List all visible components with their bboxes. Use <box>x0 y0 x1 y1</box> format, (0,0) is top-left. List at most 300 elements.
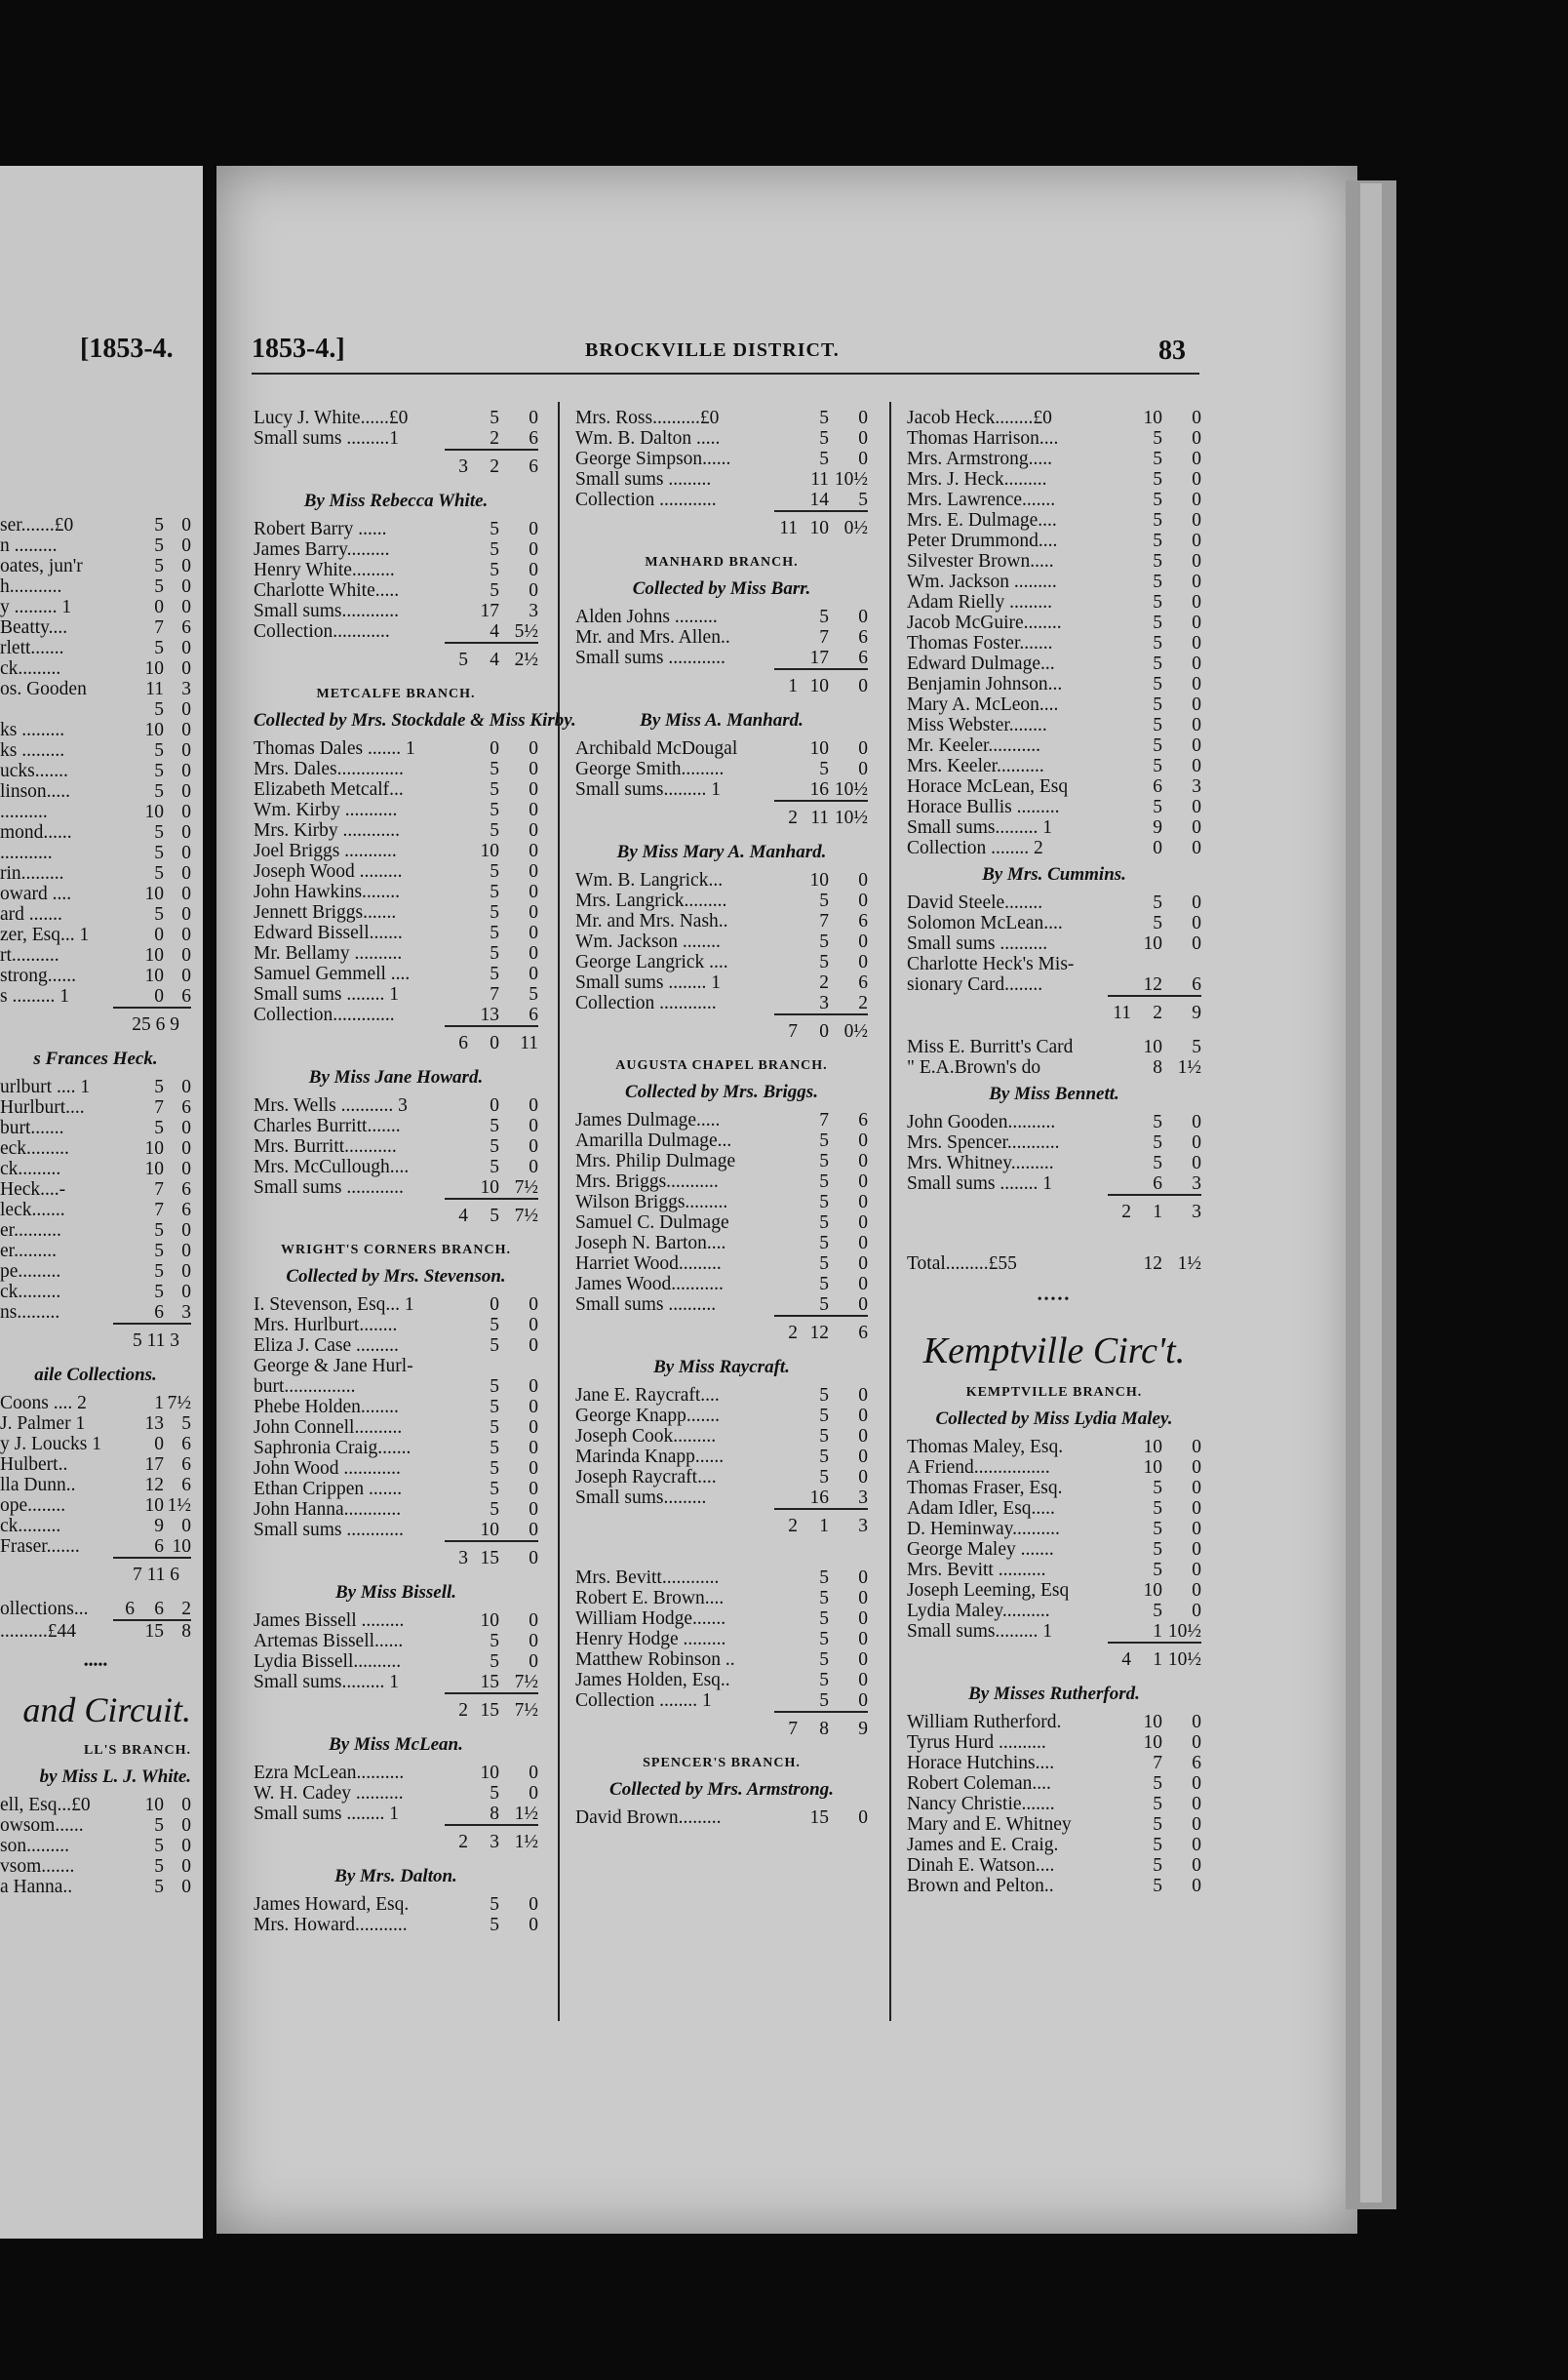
entry-name: Jennett Briggs....... <box>254 902 397 923</box>
leader <box>1050 1457 1131 1478</box>
shillings: 5 <box>1153 551 1162 572</box>
subtotal <box>907 1202 1201 1222</box>
shillings: 10 <box>1143 1732 1162 1753</box>
leader <box>1057 572 1131 592</box>
subtotal-figure: 0 <box>858 676 868 696</box>
entry-name: Mrs. Wells ........... 3 <box>254 1095 408 1116</box>
entry-name: Mrs. Howard........... <box>254 1915 408 1935</box>
leader <box>1055 1112 1131 1132</box>
amount <box>468 1499 538 1520</box>
entry-name: Joseph N. Barton.... <box>575 1233 726 1253</box>
amount <box>1131 1173 1201 1194</box>
amount <box>1131 1773 1201 1794</box>
entry-name: burt............... <box>254 1376 356 1397</box>
entry-row <box>254 1417 538 1438</box>
entry-name: pe......... <box>0 1261 61 1282</box>
amount <box>1131 735 1201 756</box>
amount <box>135 1877 191 1897</box>
shillings: 5 <box>490 964 499 984</box>
entry-row <box>0 925 191 945</box>
shillings: 5 <box>154 638 164 658</box>
entry-row <box>575 1294 868 1315</box>
shillings: 17 <box>480 601 499 621</box>
pence: 0 <box>181 1856 191 1877</box>
shillings: 5 <box>1153 1112 1162 1132</box>
entry-name: ns......... <box>0 1302 60 1323</box>
shillings: 7 <box>154 1097 164 1118</box>
shillings: 10 <box>144 945 164 966</box>
leader <box>1053 633 1132 654</box>
pence: 0 <box>1192 510 1201 531</box>
entry-name: ser.......£0 <box>0 515 74 536</box>
leader <box>723 870 798 891</box>
entry-name: ..........£44 <box>0 1621 76 1642</box>
shillings: 5 <box>154 576 164 597</box>
entry-name: Samuel Gemmell .... <box>254 964 411 984</box>
entry-row <box>0 638 191 658</box>
entry-name: George Simpson...... <box>575 449 731 469</box>
subtotal-figure: 2½ <box>514 650 538 670</box>
shillings: 5 <box>154 1220 164 1241</box>
leader <box>60 1516 135 1536</box>
amount <box>135 1159 191 1179</box>
entry-name: Mrs. Philip Dulmage <box>575 1151 736 1171</box>
subtotal: 5 11 3 <box>132 1330 179 1351</box>
amount <box>135 1856 191 1877</box>
leader <box>397 1136 468 1157</box>
amount <box>798 1212 868 1233</box>
subtotal-figure: 10 <box>809 676 829 696</box>
pence: 0 <box>1192 1814 1201 1835</box>
entry-row <box>0 536 191 556</box>
shillings: 5 <box>1153 1794 1162 1814</box>
entry-row <box>575 932 868 952</box>
leader <box>72 1877 135 1897</box>
amount <box>135 1393 191 1413</box>
amount <box>798 779 868 800</box>
entry-name: Collection ........ 1 <box>575 1690 712 1711</box>
pence: 6 <box>529 1005 538 1025</box>
pence: 10½ <box>834 779 868 800</box>
entry-name: ck......... <box>0 1516 61 1536</box>
amount <box>468 759 538 779</box>
entry-row <box>575 1406 868 1426</box>
shillings: 5 <box>1153 592 1162 613</box>
shillings: 10 <box>1143 1437 1162 1457</box>
amount <box>468 1005 538 1025</box>
amount <box>1131 838 1201 858</box>
subtotal-figure: 9 <box>858 1719 868 1739</box>
pence: 0 <box>529 560 538 580</box>
pence: 1½ <box>1177 1253 1201 1274</box>
subtotal-figure: 2 <box>788 1516 798 1536</box>
entry-row <box>254 1356 538 1376</box>
shillings: 2 <box>490 428 499 449</box>
total-rule <box>445 1025 538 1027</box>
leader <box>717 1467 798 1488</box>
entry-name: Mrs. Bevitt .......... <box>907 1560 1046 1580</box>
leader <box>717 490 798 510</box>
pence <box>499 1356 538 1376</box>
leader <box>1052 449 1131 469</box>
entry-name: Miss Webster........ <box>907 715 1047 735</box>
entry-name: Small sums ........ 1 <box>254 984 399 1005</box>
amount <box>1131 1601 1201 1621</box>
entry-row <box>254 428 538 449</box>
pence: 0 <box>529 539 538 560</box>
leader <box>720 1406 798 1426</box>
shillings: 5 <box>819 1274 829 1294</box>
subtotal-figure: 3 <box>458 456 468 477</box>
entry-row <box>907 1437 1201 1457</box>
entry-row <box>254 408 538 428</box>
entry-name: Horace Hutchins.... <box>907 1753 1055 1773</box>
entry-name: Mrs. Langrick......... <box>575 891 727 911</box>
amount <box>798 1447 868 1467</box>
pence: 0 <box>181 822 191 843</box>
shillings: 5 <box>1153 428 1162 449</box>
entry-name: Collection............ <box>254 621 390 642</box>
total-rule <box>113 1323 191 1325</box>
total-rule <box>445 1824 538 1826</box>
pence: 3 <box>1192 776 1201 797</box>
leader <box>404 1177 468 1198</box>
amount <box>468 1356 538 1376</box>
entry-name: Wm. B. Dalton ..... <box>575 428 721 449</box>
leader <box>401 1499 468 1520</box>
leader <box>400 820 468 841</box>
entry-name: Mary A. McLeon.... <box>907 694 1059 715</box>
shillings: 6 <box>154 1302 164 1323</box>
collector-heading: Collected by Mrs. Armstrong. <box>609 1779 834 1800</box>
leader <box>1055 490 1131 510</box>
pence: 10½ <box>1167 1621 1201 1642</box>
shillings: 5 <box>1153 1153 1162 1173</box>
pence: 0 <box>181 945 191 966</box>
amount <box>1131 1732 1201 1753</box>
shillings: 5 <box>490 1915 499 1935</box>
shillings: 5 <box>819 1233 829 1253</box>
entry-name: D. Heminway.......... <box>907 1519 1060 1539</box>
leader <box>1057 531 1131 551</box>
shillings: 9 <box>1153 817 1162 838</box>
amount <box>135 720 191 740</box>
subtotal-figure: 4 <box>458 1206 468 1226</box>
entry-row <box>254 1610 538 1631</box>
shillings: 5 <box>490 800 499 820</box>
entry-name: zer, Esq... 1 <box>0 925 90 945</box>
entry-row <box>575 1588 868 1608</box>
amount <box>1131 490 1201 510</box>
pence: 2 <box>858 993 868 1013</box>
total-rule <box>774 668 868 670</box>
entry-name: John Gooden.......... <box>907 1112 1056 1132</box>
subtotal-figure: 3 <box>490 1832 499 1852</box>
ornament: ••••• <box>83 1658 108 1673</box>
subtotal-figure: 11 <box>810 808 829 828</box>
entry-row <box>575 1110 868 1130</box>
shillings: 5 <box>1153 715 1162 735</box>
amount <box>468 1335 538 1356</box>
entry-name: James Holden, Esq.. <box>575 1670 730 1690</box>
leader <box>1073 1037 1131 1057</box>
entry-name: Eliza J. Case ......... <box>254 1335 399 1356</box>
branch-heading: LL'S BRANCH. <box>83 1743 191 1758</box>
amount <box>135 1302 191 1323</box>
pence: 0 <box>858 1588 868 1608</box>
entry-name: Small sums ........ 1 <box>907 1173 1052 1194</box>
leader <box>1055 1498 1131 1519</box>
leader <box>722 1253 798 1274</box>
leader <box>397 841 468 861</box>
amount <box>135 761 191 781</box>
entry-row <box>575 870 868 891</box>
shillings: 5 <box>154 843 164 863</box>
amount <box>1131 974 1201 995</box>
leader <box>404 1520 468 1540</box>
entry-name: Small sums......... <box>575 1488 707 1508</box>
shillings <box>468 1356 499 1376</box>
entry-row <box>907 1855 1201 1876</box>
entry-row <box>254 923 538 943</box>
leader <box>397 1315 468 1335</box>
entry-row <box>0 1413 191 1434</box>
entry-name: owsom...... <box>0 1815 84 1836</box>
amount <box>798 1192 868 1212</box>
entry-row <box>907 1601 1201 1621</box>
entry-row <box>0 1795 191 1815</box>
leader <box>1062 613 1131 633</box>
shillings: 5 <box>819 1385 829 1406</box>
leader <box>400 882 468 902</box>
pence: 0 <box>181 576 191 597</box>
leader <box>737 738 798 759</box>
pence: 0 <box>529 1479 538 1499</box>
amount <box>135 740 191 761</box>
shillings: 10 <box>480 1520 499 1540</box>
entry-row <box>575 1385 868 1406</box>
amount <box>1131 572 1201 592</box>
shillings: 0 <box>1153 838 1162 858</box>
amount <box>798 1110 868 1130</box>
pence: 3 <box>181 679 191 699</box>
pence: 0 <box>1192 1712 1201 1732</box>
leader <box>390 621 468 642</box>
entry-name: James and E. Craig. <box>907 1835 1059 1855</box>
entry-row <box>254 882 538 902</box>
leader <box>1052 408 1131 428</box>
shillings: 5 <box>490 779 499 800</box>
shillings: 5 <box>819 952 829 972</box>
entry-row <box>254 580 538 601</box>
entry-name: Mrs. Kirby ............ <box>254 820 401 841</box>
entry-row <box>0 1077 191 1097</box>
amount <box>798 952 868 972</box>
amount <box>135 1097 191 1118</box>
pence: 6 <box>858 972 868 993</box>
shillings: 5 <box>1153 735 1162 756</box>
pence: 0 <box>1192 1132 1201 1153</box>
leader <box>413 1356 468 1376</box>
entry-row <box>575 1130 868 1151</box>
pence: 0 <box>529 1520 538 1540</box>
pence: 0 <box>1192 933 1201 954</box>
entry-name: ck......... <box>0 1159 61 1179</box>
leader <box>1044 756 1131 776</box>
entry-name: Thomas Maley, Esq. <box>907 1437 1064 1457</box>
total-rule <box>445 1692 538 1694</box>
pence: 0 <box>858 1629 868 1649</box>
amount <box>135 1434 191 1454</box>
amount <box>1131 674 1201 694</box>
pence: 0 <box>529 1499 538 1520</box>
amount <box>135 1241 191 1261</box>
shillings: 5 <box>154 1815 164 1836</box>
amount <box>1131 633 1201 654</box>
entry-name: rt.......... <box>0 945 59 966</box>
entry-row <box>254 820 538 841</box>
amount <box>135 863 191 884</box>
shillings: 5 <box>490 1783 499 1804</box>
leader <box>76 966 135 986</box>
total-rule <box>774 800 868 802</box>
shillings: 5 <box>490 902 499 923</box>
total-rule <box>774 1013 868 1015</box>
leader <box>1043 838 1131 858</box>
entry-name: Robert E. Brown.... <box>575 1588 725 1608</box>
spacer <box>575 1550 868 1567</box>
pence: 0 <box>1192 1835 1201 1855</box>
entry-row <box>0 617 191 638</box>
subtotal: 25 6 9 <box>132 1014 179 1035</box>
entry-row <box>254 1651 538 1672</box>
subtotal-figure: 8 <box>819 1719 829 1739</box>
subtotal-figure: 0 <box>819 1021 829 1042</box>
pence: 5 <box>1192 1037 1201 1057</box>
amount <box>468 539 538 560</box>
pence: 0 <box>1192 797 1201 817</box>
shillings: 5 <box>154 863 164 884</box>
leader <box>1058 1835 1131 1855</box>
leader <box>70 781 135 802</box>
entry-name: Small sums .......... <box>907 933 1048 954</box>
entry-row <box>575 1151 868 1171</box>
entry-name: Coons .... 2 <box>0 1393 87 1413</box>
entry-name: Robert Coleman.... <box>907 1773 1051 1794</box>
amount <box>135 515 191 536</box>
entry-name: Small sums ............ <box>575 648 725 668</box>
entry-row <box>907 428 1201 449</box>
amount <box>798 1406 868 1426</box>
entry-row <box>254 621 538 642</box>
leader <box>724 1447 798 1467</box>
shillings: 6 <box>154 1599 164 1619</box>
shillings: 5 <box>819 1467 829 1488</box>
amount <box>135 597 191 617</box>
entry-name: Saphronia Craig....... <box>254 1438 412 1458</box>
shillings: 6 <box>154 1536 164 1557</box>
shillings: 6 <box>1153 1173 1162 1194</box>
entry-row <box>0 1200 191 1220</box>
entry-name: Charles Burritt....... <box>254 1116 401 1136</box>
entry-row <box>575 759 868 779</box>
amount <box>1131 592 1201 613</box>
entry-row <box>575 1649 868 1670</box>
amount <box>798 1588 868 1608</box>
leader <box>1063 1478 1131 1498</box>
amount <box>1131 1560 1201 1580</box>
amount <box>135 1220 191 1241</box>
amount <box>1131 1457 1201 1478</box>
pence: 0 <box>529 943 538 964</box>
leader <box>1042 892 1131 913</box>
shillings: 5 <box>154 740 164 761</box>
shillings: 5 <box>1153 1498 1162 1519</box>
pence: 1½ <box>1177 1057 1201 1078</box>
entry-name: Miss E. Burritt's Card <box>907 1037 1074 1057</box>
shillings: 5 <box>1153 1835 1162 1855</box>
subtotal-figure: 1 <box>1153 1649 1162 1670</box>
amount <box>468 580 538 601</box>
entry-row <box>0 822 191 843</box>
entry-name: burt....... <box>0 1118 64 1138</box>
entry-name: Mrs. Keeler.......... <box>907 756 1044 776</box>
entry-row <box>575 1426 868 1447</box>
shillings: 5 <box>490 861 499 882</box>
leader <box>73 515 135 536</box>
entry-name: Collection ............ <box>575 490 717 510</box>
branch-heading: METCALFE BRANCH. <box>316 687 476 701</box>
pence: 0 <box>1192 1580 1201 1601</box>
entry-name: Mrs. Lawrence....... <box>907 490 1056 510</box>
subtotal <box>575 1021 868 1042</box>
entry-row <box>575 779 868 800</box>
shillings: 5 <box>819 607 829 627</box>
leader <box>80 1536 135 1557</box>
entry-name: leck....... <box>0 1200 65 1220</box>
entry-name: Brown and Pelton.. <box>907 1876 1054 1896</box>
shillings: 17 <box>144 1454 164 1475</box>
leader <box>1074 954 1131 974</box>
branch-heading: KEMPTVILLE BRANCH. <box>965 1385 1143 1400</box>
entry-name: Tyrus Hurd .......... <box>907 1732 1046 1753</box>
pence: 0 <box>858 1649 868 1670</box>
pence: 6 <box>1192 1753 1201 1773</box>
shillings: 5 <box>490 1479 499 1499</box>
pence: 0 <box>858 1171 868 1192</box>
shillings: 5 <box>490 519 499 539</box>
pence: 6 <box>181 1200 191 1220</box>
entry-row <box>575 1807 868 1828</box>
pence: 5½ <box>514 621 538 642</box>
pence: 0 <box>858 1233 868 1253</box>
pence: 0 <box>181 1261 191 1282</box>
amount <box>468 882 538 902</box>
shillings: 5 <box>490 1315 499 1335</box>
amount <box>1131 913 1201 933</box>
pence: 0 <box>181 515 191 536</box>
amount <box>468 738 538 759</box>
pence: 6 <box>858 627 868 648</box>
entry-row <box>254 519 538 539</box>
entry-name: Joseph Raycraft.... <box>575 1467 717 1488</box>
entry-row <box>0 945 191 966</box>
pence: 6 <box>181 1097 191 1118</box>
pence: 0 <box>1192 1478 1201 1498</box>
pence: 0 <box>181 1159 191 1179</box>
leader <box>356 1376 468 1397</box>
subtotal-figure: 1 <box>788 676 798 696</box>
